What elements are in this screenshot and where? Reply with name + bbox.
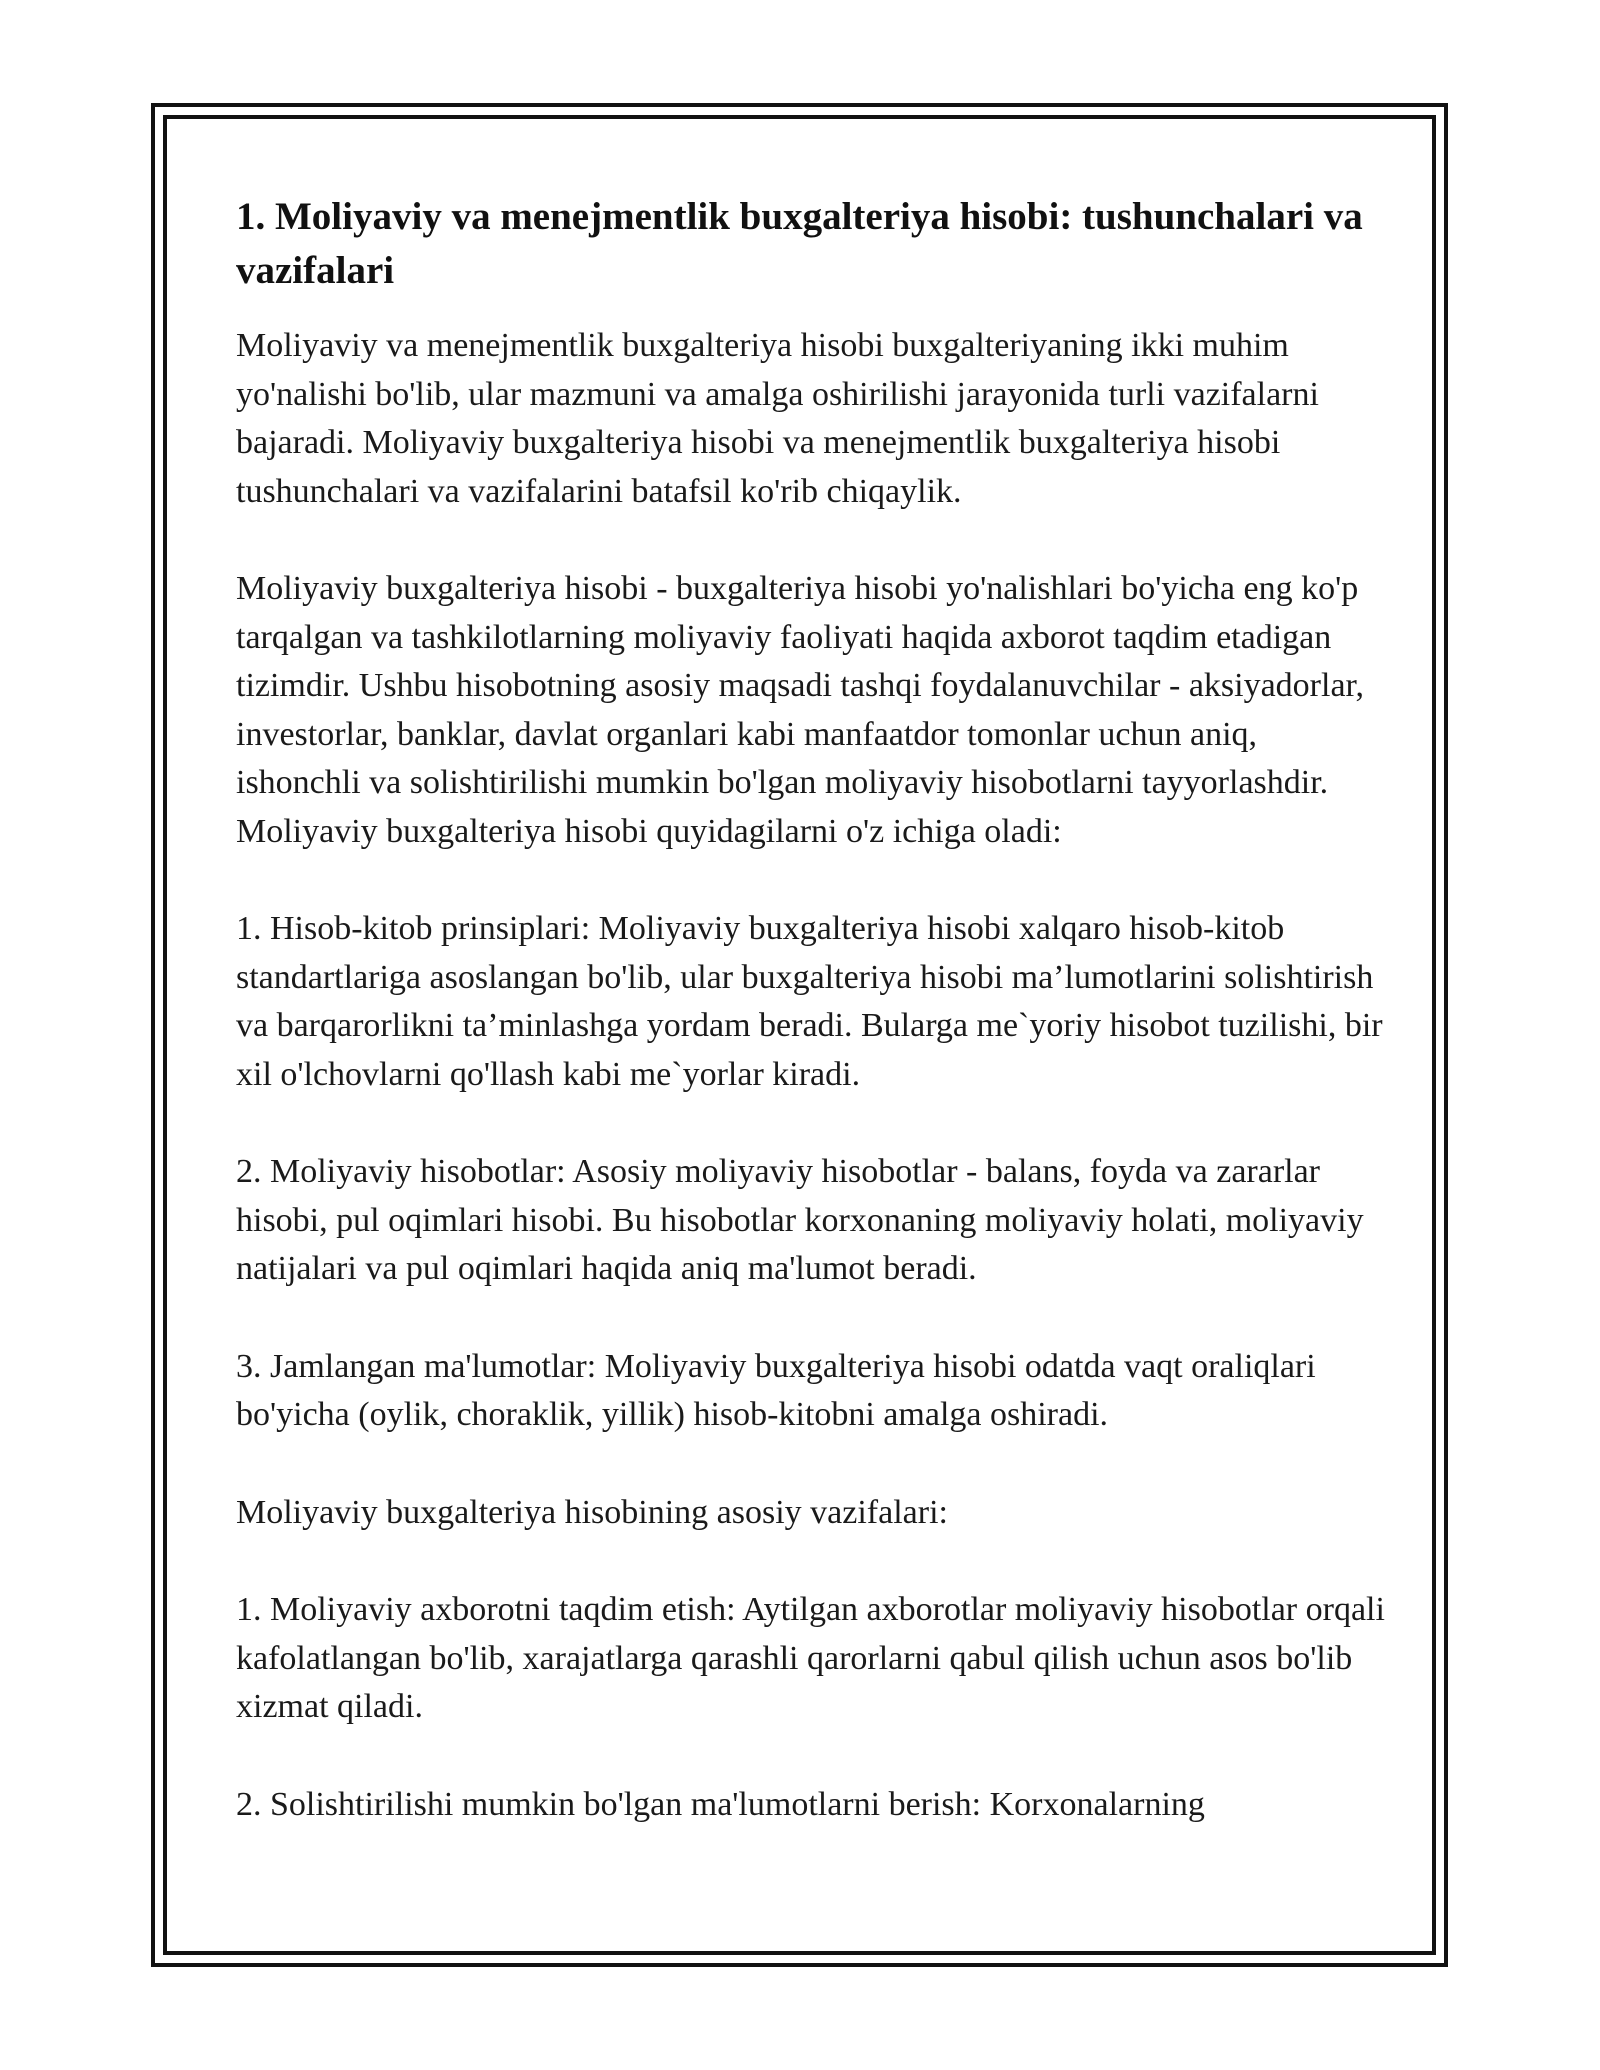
list-item-financial-statements: 2. Moliyaviy hisobotlar: Asosiy moliyaviy hisobotlar - balans, foyda va zararlar hisobi, pul oqimlari hisobi. Bu hisobotlar korxonaning moliyaviy holati, moliyaviy natijalari va pul oqimlari haqida aniq ma'lumot beradi. — [236, 1153, 1364, 1287]
list-item-provide-information: 1. Moliyaviy axborotni taqdim etish: Aytilgan axborotlar moliyaviy hisobotlar orqali kafolatlangan bo'lib, xarajatlarga qarashli qarorlarni qabul qilish uchun asos bo'lib xizmat qiladi. — [236, 1591, 1385, 1725]
list-item-aggregated-data: 3. Jamlangan ma'lumotlar: Moliyaviy buxgalteriya hisobi odatda vaqt oraliqlari bo'yicha (oylik, choraklik, yillik) hisob-kitobni amalga oshiradi. — [236, 1347, 1316, 1433]
section-title: 1. Moliyaviy va menejmentlik buxgalteriya hisobi: tushunchalari va vazifalari — [236, 195, 1363, 292]
tasks-heading-paragraph: Moliyaviy buxgalteriya hisobining asosiy vazifalari: — [236, 1493, 948, 1531]
list-item-comparable-data: 2. Solishtirilishi mumkin bo'lgan ma'lumotlarni berish: Korxonalarning — [236, 1785, 1205, 1823]
intro-paragraph: Moliyaviy va menejmentlik buxgalteriya hisobi buxgalteriyaning ikki muhim yo'nalishi bo'lib, ular mazmuni va amalga oshirilishi jarayonida turli vazifalarni bajaradi. Moliyaviy buxgalteriya hisobi va menejmentlik buxgalteriya hisobi tushunchalari va vazifalarini batafsil ko'rib chiqaylik. — [236, 327, 1319, 510]
document-body — [236, 190, 1386, 1878]
financial-accounting-paragraph: Moliyaviy buxgalteriya hisobi - buxgalteriya hisobi yo'nalishlari bo'yicha eng ko'p tarqalgan va tashkilotlarning moliyaviy faoliyati haqida axborot taqdim etadigan tizimdir. Ushbu hisobotning asosiy maqsadi tashqi foydalanuvchilar - aksiyadorlar, investorlar, banklar, davlat organlari kabi manfaatdor tomonlar uchun aniq, ishonchli va solishtirilishi mumkin bo'lgan moliyaviy hisobotlarni tayyorlashdir. Moliyaviy buxgalteriya hisobi quyidagilarni o'z ichiga oladi: — [236, 570, 1364, 850]
list-item-accounting-principles: 1. Hisob-kitob prinsiplari: Moliyaviy buxgalteriya hisobi xalqaro hisob-kitob standartlariga asoslangan bo'lib, ular buxgalteriya hisobi ma’lumotlarini solishtirish va barqarorlikni ta’minlashga yordam beradi. Bularga me`yoriy hisobot tuzilishi, bir xil o'lchovlarni qo'llash kabi me`yorlar kiradi. — [236, 910, 1383, 1093]
